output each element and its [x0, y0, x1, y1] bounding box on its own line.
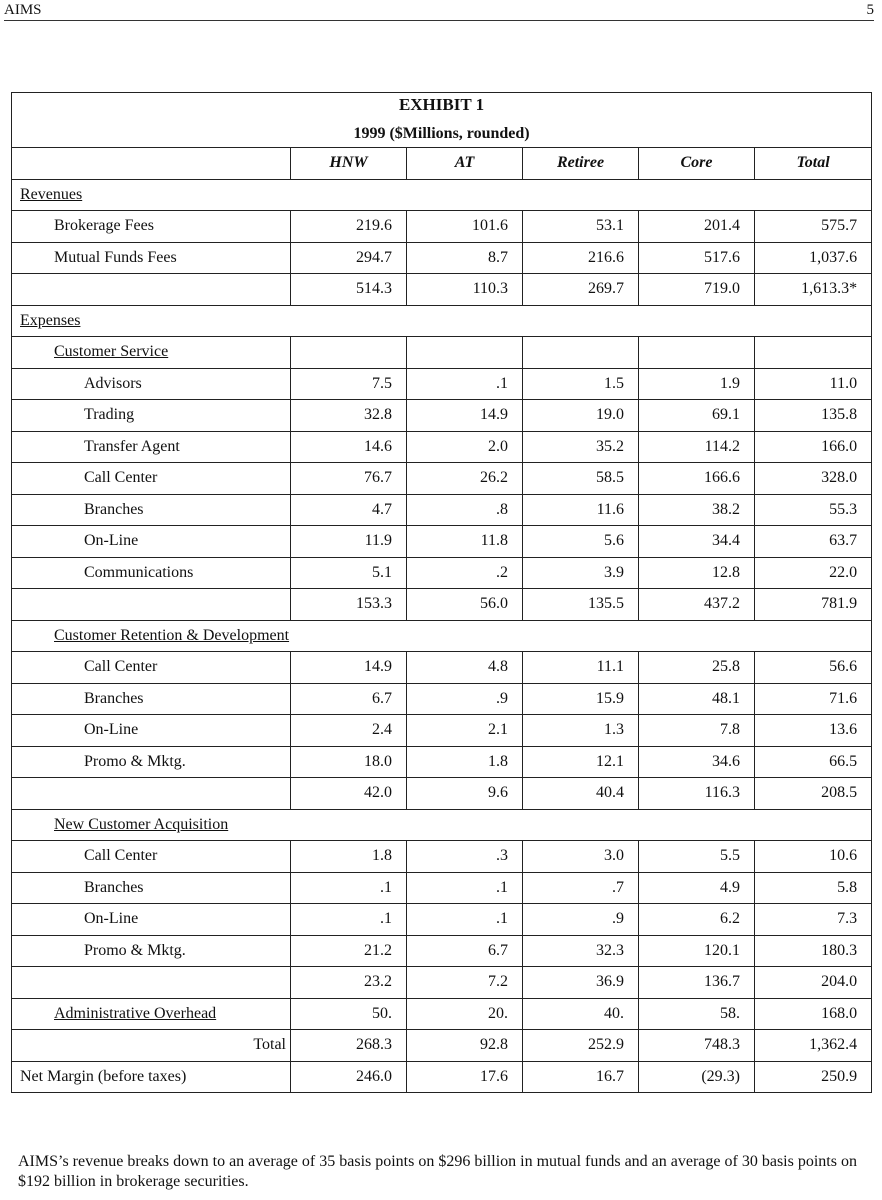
value-cell: 5.6: [523, 526, 639, 558]
table-row: [12, 652, 872, 684]
table-row: [12, 431, 872, 463]
value-cell: 2.4: [291, 715, 407, 747]
value-cell: 7.2: [407, 967, 523, 999]
value-cell: 514.3: [291, 274, 407, 306]
value-cell: 76.7: [291, 463, 407, 495]
value-cell: 50.: [291, 998, 407, 1030]
empty-cell: [523, 337, 639, 369]
row-label: On-Line: [12, 526, 291, 558]
row-label: Brokerage Fees: [12, 211, 291, 243]
row-label: Total: [12, 1030, 291, 1062]
empty-cell: [407, 337, 523, 369]
row-label: On-Line: [12, 715, 291, 747]
row-label: Call Center: [12, 841, 291, 873]
value-cell: .1: [407, 904, 523, 936]
subsection-heading: Customer Service: [54, 343, 169, 361]
table-row: [12, 746, 872, 778]
value-cell: 32.8: [291, 400, 407, 432]
section-heading: Revenues: [20, 185, 83, 203]
value-cell: 166.6: [639, 463, 755, 495]
row-label: Branches: [12, 683, 291, 715]
value-cell: 14.9: [407, 400, 523, 432]
value-cell: .8: [407, 494, 523, 526]
table-row: [12, 841, 872, 873]
value-cell: 136.7: [639, 967, 755, 999]
table-row: [12, 620, 872, 652]
table-row: [12, 400, 872, 432]
empty-cell: [639, 337, 755, 369]
value-cell: 22.0: [755, 557, 872, 589]
value-cell: .1: [407, 368, 523, 400]
value-cell: 4.8: [407, 652, 523, 684]
value-cell: 575.7: [755, 211, 872, 243]
value-cell: 5.8: [755, 872, 872, 904]
table-row: [12, 872, 872, 904]
table-row: [12, 998, 872, 1030]
row-label: [12, 179, 872, 211]
value-cell: 56.0: [407, 589, 523, 621]
value-cell: 10.6: [755, 841, 872, 873]
table-row: [12, 274, 872, 306]
value-cell: (29.3): [639, 1061, 755, 1093]
value-cell: 246.0: [291, 1061, 407, 1093]
value-cell: 92.8: [407, 1030, 523, 1062]
table-row: [12, 778, 872, 810]
empty-cell: [291, 337, 407, 369]
value-cell: 294.7: [291, 242, 407, 274]
value-cell: 437.2: [639, 589, 755, 621]
footnote-text: AIMS’s revenue breaks down to an average of 35 basis points on $296 billion in mutual funds and an average of 30 basis points on $192 billion in brokerage securities.: [18, 1153, 857, 1190]
value-cell: 1.8: [407, 746, 523, 778]
table-row: [12, 557, 872, 589]
value-cell: .2: [407, 557, 523, 589]
value-cell: 166.0: [755, 431, 872, 463]
value-cell: 7.8: [639, 715, 755, 747]
row-label: Promo & Mktg.: [12, 935, 291, 967]
value-cell: 58.: [639, 998, 755, 1030]
table-row: [12, 935, 872, 967]
column-header: Core: [639, 148, 755, 180]
value-cell: 3.0: [523, 841, 639, 873]
table-row: [12, 904, 872, 936]
value-cell: 168.0: [755, 998, 872, 1030]
table-row: [12, 305, 872, 337]
table-row: [12, 179, 872, 211]
value-cell: 23.2: [291, 967, 407, 999]
value-cell: 55.3: [755, 494, 872, 526]
row-label: Trading: [12, 400, 291, 432]
value-cell: .9: [407, 683, 523, 715]
row-label: Net Margin (before taxes): [12, 1061, 291, 1093]
value-cell: 69.1: [639, 400, 755, 432]
value-cell: 20.: [407, 998, 523, 1030]
row-label: Promo & Mktg.: [12, 746, 291, 778]
row-label: [12, 274, 291, 306]
row-label: [12, 778, 291, 810]
value-cell: 1,362.4: [755, 1030, 872, 1062]
value-cell: 42.0: [291, 778, 407, 810]
row-label: [12, 589, 291, 621]
table-row: [12, 211, 872, 243]
value-cell: 38.2: [639, 494, 755, 526]
value-cell: 116.3: [639, 778, 755, 810]
value-cell: .7: [523, 872, 639, 904]
row-label: [12, 305, 872, 337]
value-cell: 12.8: [639, 557, 755, 589]
value-cell: 269.7: [523, 274, 639, 306]
column-header: AT: [407, 148, 523, 180]
row-label: Branches: [12, 494, 291, 526]
value-cell: 1.3: [523, 715, 639, 747]
table-row: [12, 1061, 872, 1093]
table-row: [12, 337, 872, 369]
value-cell: 34.4: [639, 526, 755, 558]
title-row: [12, 93, 872, 148]
value-cell: 2.1: [407, 715, 523, 747]
value-cell: 18.0: [291, 746, 407, 778]
row-label: Mutual Funds Fees: [12, 242, 291, 274]
value-cell: 110.3: [407, 274, 523, 306]
value-cell: 1,037.6: [755, 242, 872, 274]
subsection-heading: Customer Retention & Development: [54, 626, 290, 644]
value-cell: 252.9: [523, 1030, 639, 1062]
table-row: [12, 967, 872, 999]
page-number: 5: [866, 2, 874, 18]
empty-cell: [755, 337, 872, 369]
value-cell: 5.1: [291, 557, 407, 589]
value-cell: 34.6: [639, 746, 755, 778]
row-label: [12, 337, 291, 369]
value-cell: 40.4: [523, 778, 639, 810]
value-cell: 216.6: [523, 242, 639, 274]
value-cell: 13.6: [755, 715, 872, 747]
table-row: [12, 809, 872, 841]
section-heading: Expenses: [20, 311, 81, 329]
subsection-heading: New Customer Acquisition: [54, 815, 229, 833]
header-blank-cell: [12, 148, 291, 180]
table-row: [12, 242, 872, 274]
value-cell: 1.5: [523, 368, 639, 400]
value-cell: 17.6: [407, 1061, 523, 1093]
value-cell: 2.0: [407, 431, 523, 463]
value-cell: 517.6: [639, 242, 755, 274]
row-label-text: Administrative Overhead: [54, 1004, 217, 1022]
value-cell: 14.9: [291, 652, 407, 684]
value-cell: 135.5: [523, 589, 639, 621]
value-cell: 63.7: [755, 526, 872, 558]
row-label: [12, 809, 872, 841]
value-cell: 11.1: [523, 652, 639, 684]
value-cell: 7.5: [291, 368, 407, 400]
row-label: [12, 967, 291, 999]
value-cell: 268.3: [291, 1030, 407, 1062]
row-label: Call Center: [12, 652, 291, 684]
value-cell: 4.9: [639, 872, 755, 904]
value-cell: 9.6: [407, 778, 523, 810]
table-row: [12, 368, 872, 400]
column-header: HNW: [291, 148, 407, 180]
row-label: On-Line: [12, 904, 291, 936]
value-cell: 14.6: [291, 431, 407, 463]
value-cell: 328.0: [755, 463, 872, 495]
value-cell: 1,613.3*: [755, 274, 872, 306]
row-label: [12, 998, 291, 1030]
value-cell: 1.8: [291, 841, 407, 873]
value-cell: 58.5: [523, 463, 639, 495]
row-label: Communications: [12, 557, 291, 589]
value-cell: 19.0: [523, 400, 639, 432]
table-row: [12, 589, 872, 621]
value-cell: .9: [523, 904, 639, 936]
value-cell: 6.2: [639, 904, 755, 936]
value-cell: 35.2: [523, 431, 639, 463]
table-row: [12, 683, 872, 715]
column-header: Total: [755, 148, 872, 180]
value-cell: 101.6: [407, 211, 523, 243]
value-cell: 11.0: [755, 368, 872, 400]
value-cell: 11.6: [523, 494, 639, 526]
value-cell: 135.8: [755, 400, 872, 432]
header-title: AIMS: [4, 2, 42, 18]
value-cell: 40.: [523, 998, 639, 1030]
value-cell: 25.8: [639, 652, 755, 684]
value-cell: 26.2: [407, 463, 523, 495]
value-cell: 6.7: [407, 935, 523, 967]
exhibit-title-cell: [12, 93, 872, 148]
value-cell: 71.6: [755, 683, 872, 715]
table-row: [12, 526, 872, 558]
value-cell: 21.2: [291, 935, 407, 967]
value-cell: 204.0: [755, 967, 872, 999]
exhibit-subtitle: 1999 ($Millions, rounded): [353, 125, 530, 142]
value-cell: 4.7: [291, 494, 407, 526]
value-cell: 66.5: [755, 746, 872, 778]
row-label: Branches: [12, 872, 291, 904]
value-cell: 6.7: [291, 683, 407, 715]
value-cell: 153.3: [291, 589, 407, 621]
running-header: [4, 2, 874, 21]
value-cell: 1.9: [639, 368, 755, 400]
row-label: [12, 620, 872, 652]
value-cell: .1: [291, 904, 407, 936]
table-row: [12, 494, 872, 526]
value-cell: 11.9: [291, 526, 407, 558]
value-cell: 114.2: [639, 431, 755, 463]
value-cell: 8.7: [407, 242, 523, 274]
value-cell: 208.5: [755, 778, 872, 810]
value-cell: 15.9: [523, 683, 639, 715]
value-cell: 36.9: [523, 967, 639, 999]
value-cell: 7.3: [755, 904, 872, 936]
value-cell: 11.8: [407, 526, 523, 558]
value-cell: 219.6: [291, 211, 407, 243]
value-cell: 748.3: [639, 1030, 755, 1062]
value-cell: .1: [407, 872, 523, 904]
value-cell: 781.9: [755, 589, 872, 621]
column-header-row: [12, 148, 872, 180]
column-header: Retiree: [523, 148, 639, 180]
table-row: [12, 463, 872, 495]
value-cell: 5.5: [639, 841, 755, 873]
value-cell: 719.0: [639, 274, 755, 306]
value-cell: 53.1: [523, 211, 639, 243]
value-cell: 12.1: [523, 746, 639, 778]
value-cell: 32.3: [523, 935, 639, 967]
value-cell: 56.6: [755, 652, 872, 684]
row-label: Call Center: [12, 463, 291, 495]
value-cell: .1: [291, 872, 407, 904]
exhibit-title: EXHIBIT 1: [398, 95, 485, 114]
value-cell: .3: [407, 841, 523, 873]
value-cell: 3.9: [523, 557, 639, 589]
value-cell: 201.4: [639, 211, 755, 243]
row-label: Advisors: [12, 368, 291, 400]
row-label: Transfer Agent: [12, 431, 291, 463]
value-cell: 250.9: [755, 1061, 872, 1093]
value-cell: 120.1: [639, 935, 755, 967]
table-row: [12, 1030, 872, 1062]
value-cell: 180.3: [755, 935, 872, 967]
table-row: [12, 715, 872, 747]
exhibit-table: [11, 92, 872, 1093]
value-cell: 16.7: [523, 1061, 639, 1093]
value-cell: 48.1: [639, 683, 755, 715]
